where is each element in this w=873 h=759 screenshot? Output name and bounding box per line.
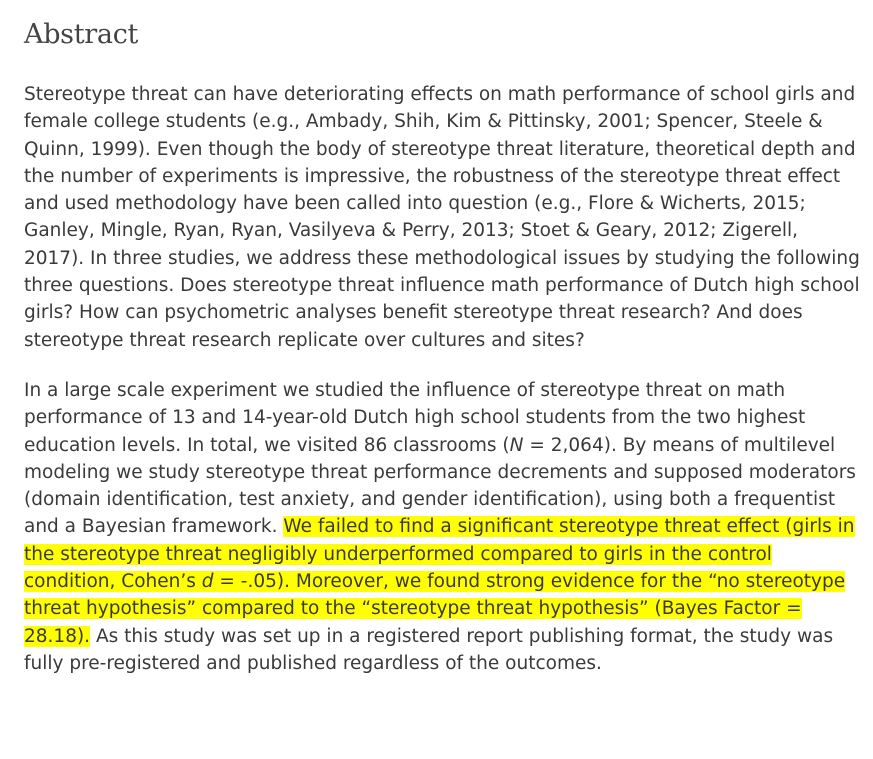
- highlighted-finding-2: = -.05). Moreover, we found strong evidence for the “no stereotype threat hypothesis” compared to the “stereotype threat hypothesis” (Bayes Factor = 28.18).: [24, 571, 846, 647]
- highlighted-finding-1: We failed to find a significant stereotype threat effect (girls in the stereotype threat negligibly underperformed compared to girls in the control condition, Cohen’s: [24, 516, 855, 593]
- abstract-paragraph-2: [24, 377, 864, 677]
- abstract-paragraph-1: Stereotype threat can have deteriorating effects on math performance of school girls and female college students (e.g., Ambady, Shih, Kim & Pittinsky, 2001; Spencer, Steele & Quinn, 1999). Even though the body of stereotype threat literature, theoretical depth and the number of experiments is impressive, the robustness of the stereotype threat effect and used methodology have been called into question (e.g., Flore & Wicherts, 2015; Ganley, Mingle, Ryan, Ryan, Vasilyeva & Perry, 2013; Stoet & Geary, 2012; Zigerell, 2017). In three studies, we address these methodological issues by studying the following three questions. Does stereotype threat influence math performance of Dutch high school girls? How can psychometric analyses benefit stereotype threat research? And does stereotype threat research replicate over cultures and sites?: [24, 84, 860, 351]
- paragraph-2-text-start: In a large scale experiment we studied the influence of stereotype threat on math performance of 13 and 14-year-old Dutch high school students from the two highest education levels. In total, we visited 86 classrooms (: [24, 379, 806, 456]
- n-symbol: N: [509, 434, 524, 456]
- abstract-heading: Abstract: [24, 19, 139, 50]
- abstract-section: [24, 0, 864, 677]
- paragraph-2-text-end: As this study was set up in a registered report publishing format, the study was fully pre-registered and published regardless of the outcomes.: [24, 625, 834, 674]
- d-symbol: d: [201, 571, 214, 593]
- paragraph-2-text-middle: = 2,064). By means of multilevel modeling we study stereotype threat performance decrements and supposed moderators (domain identification, test anxiety, and gender identification), using both a frequentist and a Bayesian framework.: [24, 434, 856, 538]
